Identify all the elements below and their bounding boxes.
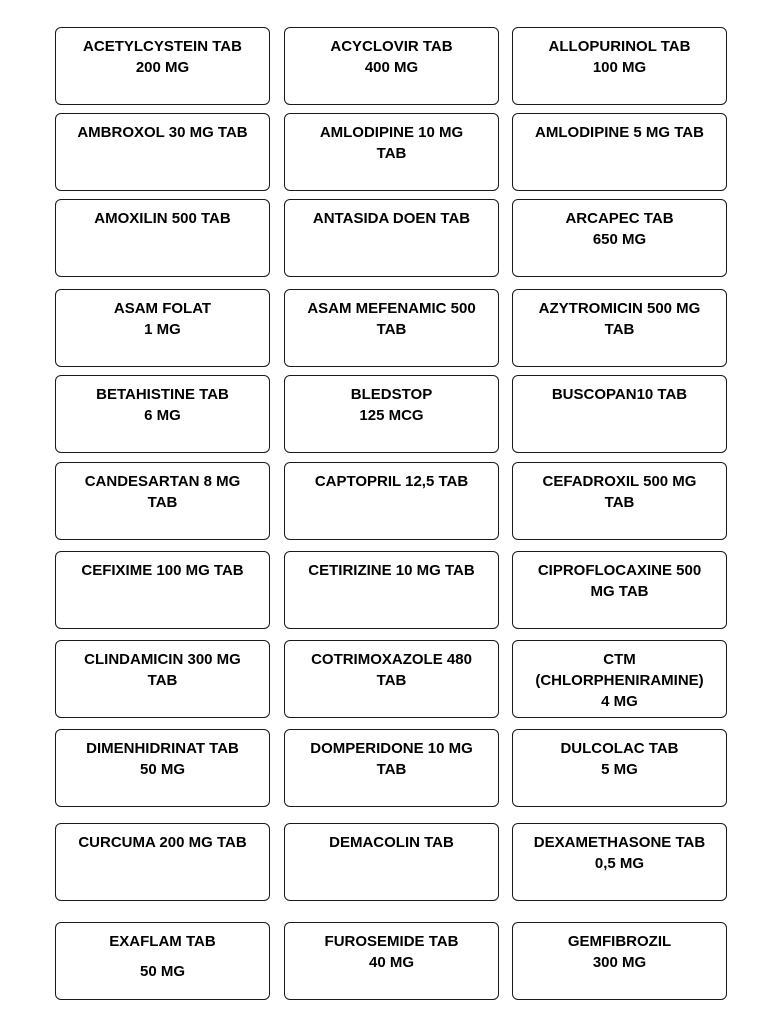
label-text: AZYTROMICIN 500 MG TAB — [538, 300, 701, 338]
label-dexamethasone — [512, 823, 727, 901]
label-text: AMLODIPINE 10 MG TAB — [319, 124, 464, 162]
label-text: CLINDAMICIN 300 MG TAB — [84, 651, 241, 689]
label-text: AMOXILIN 500 TAB — [94, 210, 231, 227]
label-text: EXAFLAM TAB — [109, 933, 216, 950]
label-allopurinol — [512, 27, 727, 105]
label-text: ASAM FOLAT 1 MG — [113, 300, 212, 338]
label-text: CIPROFLOCAXINE 500 MG TAB — [537, 562, 702, 600]
label-text: ACYCLOVIR TAB 400 MG — [330, 38, 453, 76]
label-text: ALLOPURINOL TAB 100 MG — [548, 38, 691, 76]
label-text: BETAHISTINE TAB 6 MG — [96, 386, 229, 424]
label-curcuma — [55, 823, 270, 901]
label-antasida-doen — [284, 199, 499, 277]
label-text: CTM (CHLORPHENIRAMINE) 4 MG — [535, 651, 704, 710]
label-amlodipine-5 — [512, 113, 727, 191]
label-bledstop — [284, 375, 499, 453]
label-text: ANTASIDA DOEN TAB — [312, 210, 471, 227]
label-text: DEMACOLIN TAB — [329, 834, 454, 851]
label-ambroxol — [55, 113, 270, 191]
label-betahistine — [55, 375, 270, 453]
label-captopril — [284, 462, 499, 540]
label-exaflam — [55, 922, 270, 1000]
label-text: CETIRIZINE 10 MG TAB — [308, 562, 475, 579]
label-text: AMLODIPINE 5 MG TAB — [535, 124, 704, 141]
label-text: DULCOLAC TAB 5 MG — [560, 740, 679, 778]
label-text: FUROSEMIDE TAB 40 MG — [324, 933, 459, 971]
label-ctm — [512, 640, 727, 718]
label-demacolin — [284, 823, 499, 901]
label-text: CEFIXIME 100 MG TAB — [81, 562, 244, 579]
label-text: ACETYLCYSTEIN TAB 200 MG — [83, 38, 242, 76]
label-strength: 50 MG — [139, 963, 185, 980]
label-acyclovir — [284, 27, 499, 105]
label-dimenhidrinat — [55, 729, 270, 807]
label-candesartan — [55, 462, 270, 540]
label-gemfibrozil — [512, 922, 727, 1000]
label-clindamicin — [55, 640, 270, 718]
label-cotrimoxazole — [284, 640, 499, 718]
label-text: CURCUMA 200 MG TAB — [78, 834, 247, 851]
label-arcapec — [512, 199, 727, 277]
label-asam-mefenamic — [284, 289, 499, 367]
label-text: DEXAMETHASONE TAB 0,5 MG — [533, 834, 706, 872]
label-buscopan — [512, 375, 727, 453]
label-text: DOMPERIDONE 10 MG TAB — [310, 740, 473, 778]
label-amoxilin — [55, 199, 270, 277]
label-text: CAPTOPRIL 12,5 TAB — [314, 473, 469, 490]
label-domperidone — [284, 729, 499, 807]
label-amlodipine-10 — [284, 113, 499, 191]
label-dulcolac — [512, 729, 727, 807]
label-text: ASAM MEFENAMIC 500 TAB — [307, 300, 476, 338]
label-ciproflocaxine — [512, 551, 727, 629]
label-text: DIMENHIDRINAT TAB 50 MG — [86, 740, 239, 778]
label-text: CANDESARTAN 8 MG TAB — [84, 473, 241, 511]
label-acetylcystein — [55, 27, 270, 105]
label-text: COTRIMOXAZOLE 480 TAB — [311, 651, 472, 689]
label-cetirizine — [284, 551, 499, 629]
label-cefadroxil — [512, 462, 727, 540]
label-text: BLEDSTOP 125 MCG — [350, 386, 433, 424]
label-text: ARCAPEC TAB 650 MG — [565, 210, 674, 248]
label-text: GEMFIBROZIL 300 MG — [567, 933, 672, 971]
label-asam-folat — [55, 289, 270, 367]
label-cefixime — [55, 551, 270, 629]
label-azytromicin — [512, 289, 727, 367]
label-furosemide — [284, 922, 499, 1000]
label-text: CEFADROXIL 500 MG TAB — [542, 473, 697, 511]
label-text: AMBROXOL 30 MG TAB — [77, 124, 248, 141]
label-text: BUSCOPAN10 TAB — [551, 386, 688, 403]
